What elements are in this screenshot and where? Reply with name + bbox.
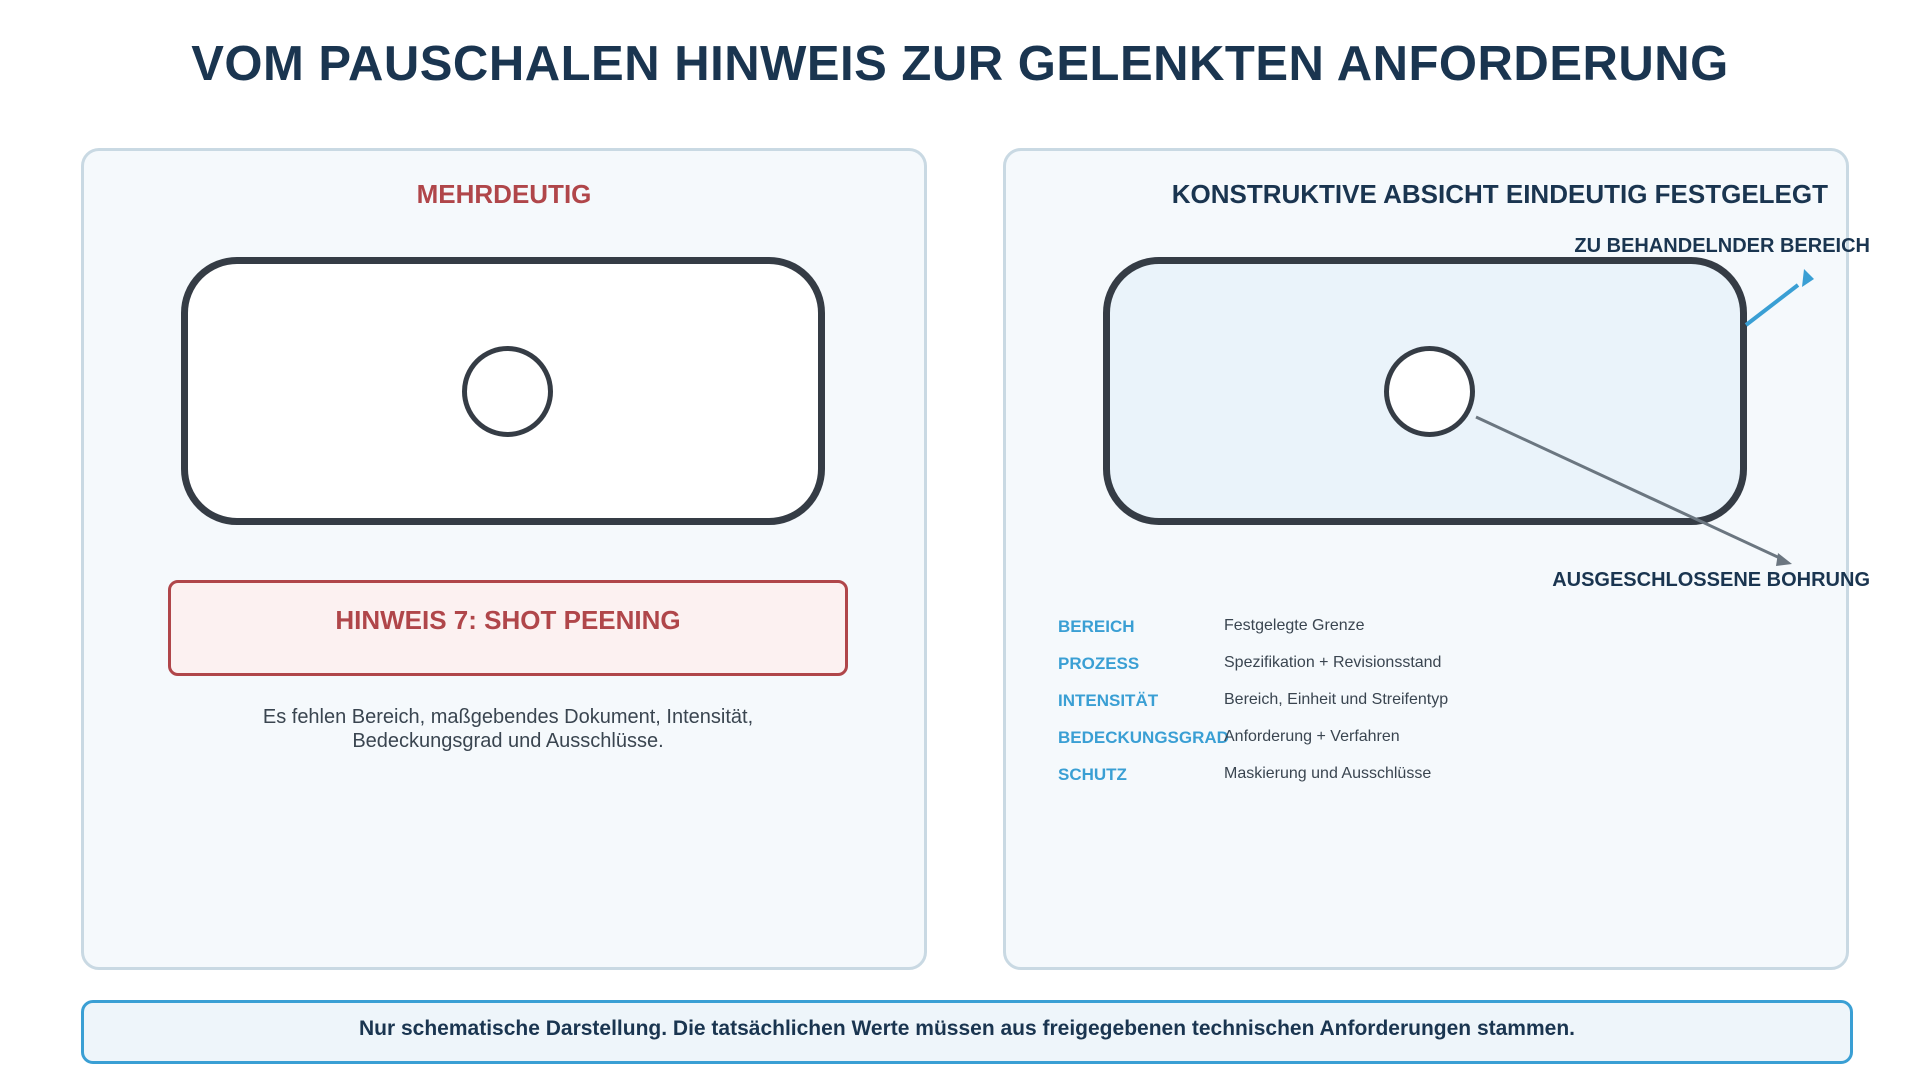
missing-info-line-1: Es fehlen Bereich, maßgebendes Dokument, Intensität,	[262, 706, 754, 728]
drawing-note-box	[168, 580, 848, 676]
requirement-row	[1058, 765, 1658, 802]
missing-info-line-2: Bedeckungsgrad und Ausschlüsse.	[352, 730, 664, 752]
requirement-row	[1058, 654, 1658, 691]
drawing-note-text: HINWEIS 7: SHOT PEENING	[335, 605, 681, 635]
requirement-value: Spezifikation + Revisionsstand	[1224, 654, 1442, 671]
requirement-value: Anforderung + Verfahren	[1224, 728, 1400, 745]
requirement-row	[1058, 617, 1658, 654]
disclaimer-text: Nur schematische Darstellung. Die tatsächlichen Werte müssen aus freigegebenen technischen Anforderungen stammen.	[358, 1017, 1575, 1040]
defined-intent-panel	[1003, 148, 1870, 970]
requirement-key: INTENSITÄT	[1058, 691, 1159, 710]
missing-info-text	[168, 705, 848, 753]
requirement-key: BEDECKUNGSGRAD	[1058, 728, 1229, 747]
requirement-row	[1058, 691, 1658, 728]
excluded-hole-leader-line	[1476, 417, 1782, 559]
requirement-key: PROZESS	[1058, 654, 1140, 673]
requirement-key: SCHUTZ	[1058, 765, 1127, 784]
disclaimer-banner	[81, 1000, 1853, 1064]
part-outline-plain	[181, 257, 825, 525]
requirement-row	[1058, 728, 1658, 765]
excluded-hole-callout: AUSGESCHLOSSENE BOHRUNG	[1552, 569, 1870, 591]
requirement-key: BEREICH	[1058, 617, 1135, 636]
requirement-value: Festgelegte Grenze	[1224, 617, 1365, 634]
requirement-list	[1058, 617, 1658, 802]
excluded-hole-arrowhead	[1776, 553, 1792, 566]
defined-intent-heading: KONSTRUKTIVE ABSICHT EINDEUTIG FESTGELEGT	[1171, 179, 1828, 209]
ambiguous-panel	[81, 148, 927, 970]
treated-area-callout: ZU BEHANDELNDER BEREICH	[1574, 235, 1870, 257]
treated-area-leader-line	[1746, 285, 1798, 325]
treated-area-arrowhead	[1802, 269, 1814, 287]
callout-leaders	[1006, 151, 1852, 973]
page-title: VOM PAUSCHALEN HINWEIS ZUR GELENKTEN ANFORDERUNG	[191, 37, 1729, 91]
requirement-value: Bereich, Einheit und Streifentyp	[1224, 691, 1449, 708]
ambiguous-heading: MEHRDEUTIG	[416, 179, 592, 209]
requirement-value: Maskierung und Ausschlüsse	[1224, 765, 1432, 782]
part-hole	[462, 346, 553, 437]
